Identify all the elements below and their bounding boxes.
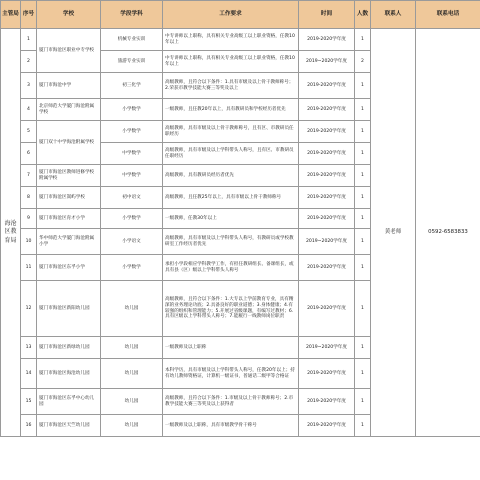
row-subject: 小学数学 bbox=[101, 121, 163, 143]
row-no: 5 bbox=[21, 121, 37, 143]
row-requirements: 高级教师，具有教研员经历者优先 bbox=[163, 165, 299, 187]
row-school: 厦门市海沧区职业中专学校 bbox=[37, 29, 101, 73]
row-school: 厦门市海沧区新绿幼儿园 bbox=[37, 337, 101, 359]
row-count: 1 bbox=[355, 143, 371, 165]
row-time: 2019-2020学年度 bbox=[299, 281, 355, 337]
row-requirements: 高级教师，具有市级及以上学科带头人称号，有教研员或学校教研室工作经历者优先 bbox=[163, 229, 299, 255]
table-header-row bbox=[1, 1, 480, 29]
row-time: 2019-2020学年度 bbox=[299, 209, 355, 229]
row-no: 15 bbox=[21, 389, 37, 415]
row-no: 2 bbox=[21, 51, 37, 73]
header-contact: 联系人 bbox=[371, 1, 416, 29]
row-count: 1 bbox=[355, 73, 371, 99]
row-time: 2019~2020学年度 bbox=[299, 51, 355, 73]
header-subject: 学段学科 bbox=[101, 1, 163, 29]
row-no: 6 bbox=[21, 143, 37, 165]
row-subject: 初中语文 bbox=[101, 187, 163, 209]
row-requirements: 一级教师及以上职称 bbox=[163, 337, 299, 359]
row-requirements: 高级教师，且符合以下条件：1.大专以上学前教育专业，具有精深的业务理论功底；2.具备良好的职业道德；3.身体健康；4.有较强的组织和管理能力；5.开展过省级课题，有编写过教材；6.具有区级以上学科带头人称号；7.能履行一线教师岗位职责 bbox=[163, 281, 299, 337]
row-school: 厦门市海沧区新阳幼儿园 bbox=[37, 281, 101, 337]
row-subject: 小学数学 bbox=[101, 209, 163, 229]
row-school: 厦门市海沧区育才小学 bbox=[37, 209, 101, 229]
dept-cell: 海沧区教育局 bbox=[1, 29, 21, 437]
row-school: 厦门市海沧区海沧幼儿园 bbox=[37, 359, 101, 389]
row-count: 1 bbox=[355, 389, 371, 415]
row-requirements: 高级教师，具有市级及以上学科带头人称号，且有区、市教研员任职经历 bbox=[163, 143, 299, 165]
row-count: 1 bbox=[355, 281, 371, 337]
row-requirements: 一级教师及以上职称，具有市级教学骨干称号 bbox=[163, 415, 299, 437]
row-count: 1 bbox=[355, 359, 371, 389]
header-time: 时间 bbox=[299, 1, 355, 29]
row-time: 2019-2020学年度 bbox=[299, 99, 355, 121]
row-time: 2019-2020学年度 bbox=[299, 187, 355, 209]
row-time: 2019-2020学年度 bbox=[299, 143, 355, 165]
header-no: 序号 bbox=[21, 1, 37, 29]
row-requirements: 一级教师，任教30年以上 bbox=[163, 209, 299, 229]
row-time: 2019-2020学年度 bbox=[299, 73, 355, 99]
row-school: 厦门市海沧区东孚小学 bbox=[37, 255, 101, 281]
row-subject: 小学数学 bbox=[101, 99, 163, 121]
row-time: 2019-2020学年度 bbox=[299, 29, 355, 51]
row-count: 1 bbox=[355, 209, 371, 229]
header-phone: 联系电话 bbox=[416, 1, 480, 29]
row-requirements: 高级教师，且任教25年以上，具有市级以上骨干教师称号 bbox=[163, 187, 299, 209]
row-time: 2019-2020学年度 bbox=[299, 165, 355, 187]
row-school: 厦门市海沧区天竺幼儿园 bbox=[37, 415, 101, 437]
row-subject: 小学语文 bbox=[101, 229, 163, 255]
contact-cell: 黄老师 bbox=[371, 29, 416, 437]
row-time: 2019-2020学年度 bbox=[299, 255, 355, 281]
row-count: 1 bbox=[355, 337, 371, 359]
row-no: 10 bbox=[21, 229, 37, 255]
header-dept: 主管局 bbox=[1, 1, 21, 29]
row-no: 7 bbox=[21, 165, 37, 187]
row-time: 2019-2020学年度 bbox=[299, 415, 355, 437]
header-count: 人数 bbox=[355, 1, 371, 29]
row-no: 13 bbox=[21, 337, 37, 359]
row-requirements: 本科学历，具有市级及以上学科带头人称号，任教20年以上；持有幼儿教师资格证，计算机一级证书，普通话二级甲等合格证 bbox=[163, 359, 299, 389]
row-time: 2019-2020学年度 bbox=[299, 389, 355, 415]
table-row bbox=[1, 29, 480, 51]
row-subject: 机械专业实训 bbox=[101, 29, 163, 51]
row-subject: 幼儿园 bbox=[101, 389, 163, 415]
row-count: 1 bbox=[355, 229, 371, 255]
row-no: 9 bbox=[21, 209, 37, 229]
row-requirements: 高级教师，具有市级及以上骨干教师称号，且有区、市教研员任职经历 bbox=[163, 121, 299, 143]
row-time: 2019-2020学年度 bbox=[299, 121, 355, 143]
row-no: 11 bbox=[21, 255, 37, 281]
row-subject: 初三化学 bbox=[101, 73, 163, 99]
row-no: 12 bbox=[21, 281, 37, 337]
row-count: 1 bbox=[355, 165, 371, 187]
row-no: 14 bbox=[21, 359, 37, 389]
row-subject: 幼儿园 bbox=[101, 337, 163, 359]
row-requirements: 高级教师，且符合以下条件：1.具有市级及以上骨干教师称号；2.荣获市教学技能大赛三等奖及以上 bbox=[163, 73, 299, 99]
row-count: 1 bbox=[355, 121, 371, 143]
row-school: 厦门市海沧区教师进修学校附属学校 bbox=[37, 165, 101, 187]
row-count: 1 bbox=[355, 99, 371, 121]
row-no: 8 bbox=[21, 187, 37, 209]
row-count: 1 bbox=[355, 187, 371, 209]
row-requirements: 中专讲师以上职称，具有相关专业高级工以上职业资格，任教10年以上 bbox=[163, 51, 299, 73]
row-school: 厦门市海沧中学 bbox=[37, 73, 101, 99]
row-count: 1 bbox=[355, 255, 371, 281]
row-no: 1 bbox=[21, 29, 37, 51]
row-requirements: 承担小学段相应学科教学工作，有担任教研组长、备课组长，或具有县（区）级以上学科带头人称号 bbox=[163, 255, 299, 281]
table-body bbox=[1, 29, 480, 437]
row-school: 厦门双十中学海沧附属学校 bbox=[37, 121, 101, 165]
row-subject: 中学数学 bbox=[101, 165, 163, 187]
row-requirements: 一级教师，且任教20年以上，具有教研员和学校经历者优先 bbox=[163, 99, 299, 121]
row-subject: 旅游专业实训 bbox=[101, 51, 163, 73]
row-no: 16 bbox=[21, 415, 37, 437]
row-time: 2019-2020学年度 bbox=[299, 359, 355, 389]
row-subject: 小学数学 bbox=[101, 255, 163, 281]
row-school: 北京师范大学厦门海沧附属学校 bbox=[37, 99, 101, 121]
header-school: 学校 bbox=[37, 1, 101, 29]
row-time: 2019~2020学年度 bbox=[299, 229, 355, 255]
row-requirements: 高级教师，且符合以下条件：1.市级及以上骨干教师称号；2.市教学技能大赛三等奖及以上获得者 bbox=[163, 389, 299, 415]
row-count: 1 bbox=[355, 29, 371, 51]
row-subject: 幼儿园 bbox=[101, 359, 163, 389]
row-subject: 幼儿园 bbox=[101, 415, 163, 437]
row-no: 3 bbox=[21, 73, 37, 99]
row-no: 4 bbox=[21, 99, 37, 121]
row-time: 2019~2020学年度 bbox=[299, 337, 355, 359]
row-subject: 中学数学 bbox=[101, 143, 163, 165]
row-school: 厦门市海沧区东孚中心幼儿园 bbox=[37, 389, 101, 415]
row-school: 华中师范大学厦门海沧附属小学 bbox=[37, 229, 101, 255]
row-school: 厦门市海沧区嵩屿学校 bbox=[37, 187, 101, 209]
row-count: 1 bbox=[355, 415, 371, 437]
row-count: 2 bbox=[355, 51, 371, 73]
header-requirements: 工作要求 bbox=[163, 1, 299, 29]
row-requirements: 中专讲师以上职称，具有相关专业高级工以上职业资格，任教10年以上 bbox=[163, 29, 299, 51]
phone-cell: 0592-6583833 bbox=[416, 29, 480, 437]
row-subject: 幼儿园 bbox=[101, 281, 163, 337]
